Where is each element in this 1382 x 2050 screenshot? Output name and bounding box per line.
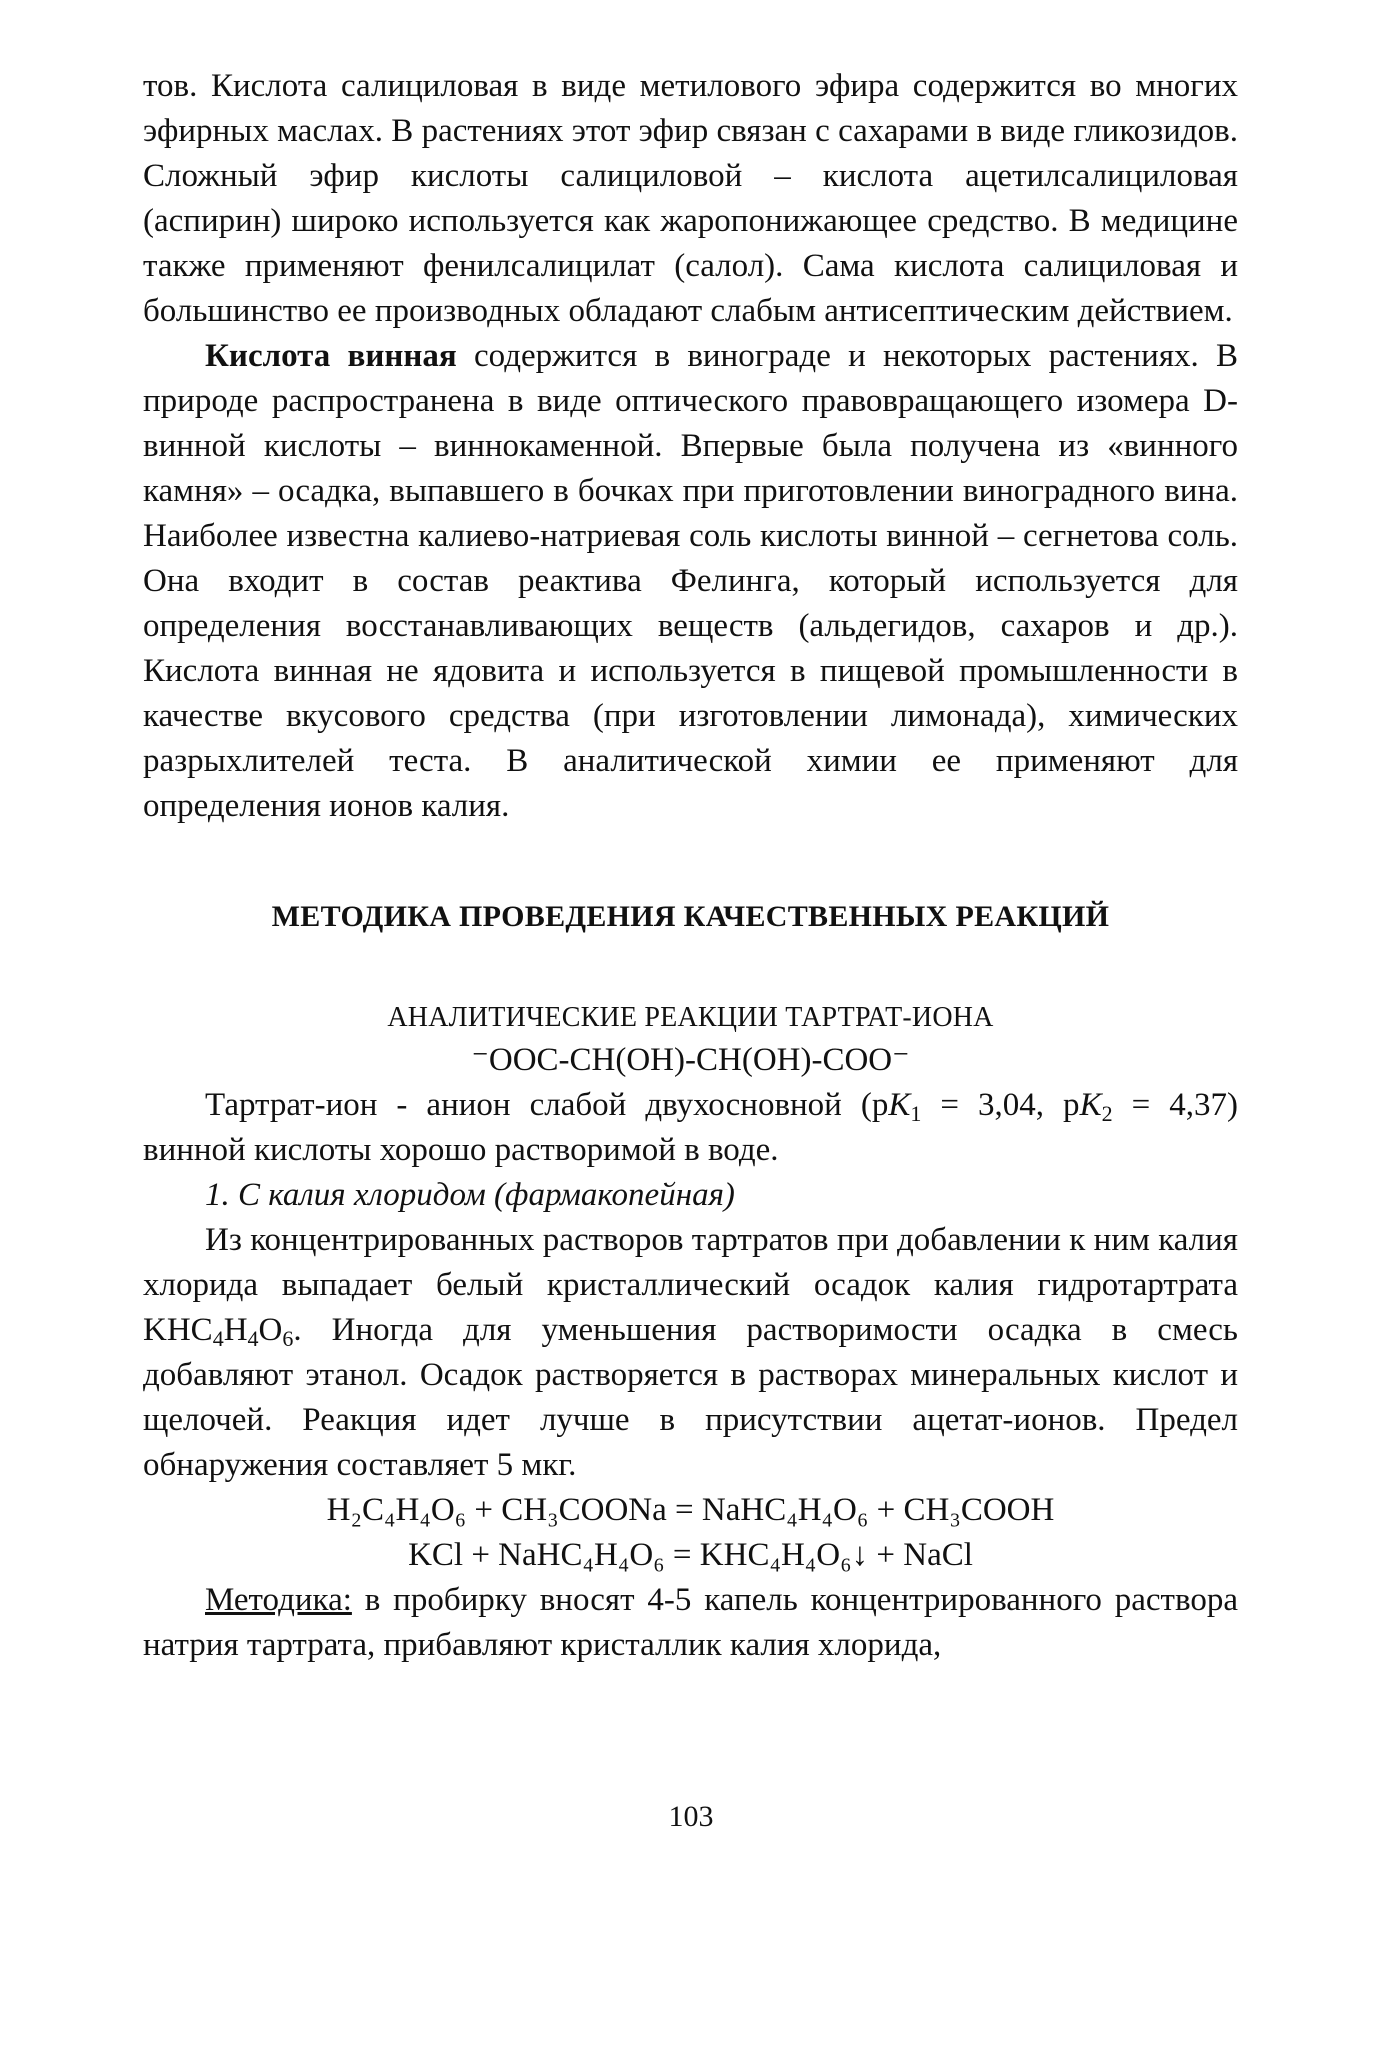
reaction-1-title: 1. С калия хлоридом (фармакопейная) [205, 1177, 735, 1213]
reaction-text-o: O [258, 1312, 283, 1348]
intro-text-c: = 4,37) винной кислоты хорошо растворимой в воде. [143, 1087, 1238, 1168]
equation-1: H₂C₄H₄O₆ + CH₃COONa = NaHC₄H₄O₆ + CH₃COOH [326, 1492, 1055, 1528]
subsection-title: АНАЛИТИЧЕСКИЕ РЕАКЦИИ ТАРТРАТ-ИОНА [387, 1002, 994, 1033]
paragraph-tartaric-acid [143, 334, 1238, 829]
method-label: Методика: [205, 1582, 352, 1618]
reaction-text-d: . Иногда для уменьшения растворимости осадка в смесь добавляют этанол. Осадок растворяется в растворах минеральных кислот и щелочей. Реакция идет лучше в присутствии ацетат-ионов. Предел обнаружения составляет 5 мкг. [143, 1312, 1238, 1483]
tartrate-intro [143, 1083, 1238, 1173]
k1-symbol: K [888, 1087, 911, 1123]
intro-text-a: Тартрат-ион - анион слабой двухосновной (p [205, 1087, 889, 1123]
method-text: в пробирку вносят 4-5 капель концентрированного раствора натрия тартрата, прибавляют кристаллик калия хлорида, [143, 1582, 1238, 1663]
section-heading: МЕТОДИКА ПРОВЕДЕНИЯ КАЧЕСТВЕННЫХ РЕАКЦИЙ [271, 900, 1110, 933]
k1-index: 1 [910, 1101, 922, 1126]
k2-symbol: K [1079, 1087, 1102, 1123]
page-number: 103 [668, 1800, 714, 1833]
sub-c4: 4 [212, 1326, 224, 1351]
reaction-text-h: H [223, 1312, 248, 1348]
sub-h4: 4 [247, 1326, 259, 1351]
page-body [143, 64, 1238, 1668]
reaction-text-a: Из концентрированных растворов тартратов при добавлении к ним калия хлорида выпадает белый кристаллический осадок калия гидротартрата KHC [143, 1222, 1238, 1348]
method-paragraph [143, 1578, 1238, 1668]
paragraph-salicylic: тов. Кислота салициловая в виде метилового эфира содержится во многих эфирных маслах. В растениях этот эфир связан с сахарами в виде гликозидов. Сложный эфир кислоты салициловой – кислота ацетилсалициловая (аспирин) широко используется как жаропонижающее средство. В медицине также применяют фенилсалицилат (салол). Сама кислота салициловая и большинство ее производных обладают слабым антисептическим действием. [143, 68, 1238, 329]
intro-text-b: = 3,04, p [921, 1087, 1080, 1123]
term-tartaric-acid: Кислота винная [205, 338, 457, 374]
sub-o6: 6 [282, 1326, 294, 1351]
equation-2: KCl + NaHC₄H₄O₆ = KHC₄H₄O₆↓ + NaCl [408, 1537, 973, 1573]
paragraph-tartaric-text: содержится в винограде и некоторых растениях. В природе распространена в виде оптического правовращающего изомера D-винной кислоты – виннокаменной. Впервые была получена из «винного камня» – осадка, выпавшего в бочках при приготовлении виноградного вина. Наиболее известна калиево-натриевая соль кислоты винной – сегнетова соль. Она входит в состав реактива Фелинга, который используется для определения восстанавливающих веществ (альдегидов, сахаров и др.). Кислота винная не ядовита и используется в пищевой промышленности в качестве вкусового средства (при изготовлении лимонада), химических разрыхлителей теста. В аналитической химии ее применяют для определения ионов калия. [143, 338, 1239, 824]
reaction-1-text [143, 1218, 1238, 1488]
tartrate-ion-formula: ⁻OOC-CH(OH)-CH(OH)-COO⁻ [471, 1042, 910, 1078]
k2-index: 2 [1101, 1101, 1113, 1126]
